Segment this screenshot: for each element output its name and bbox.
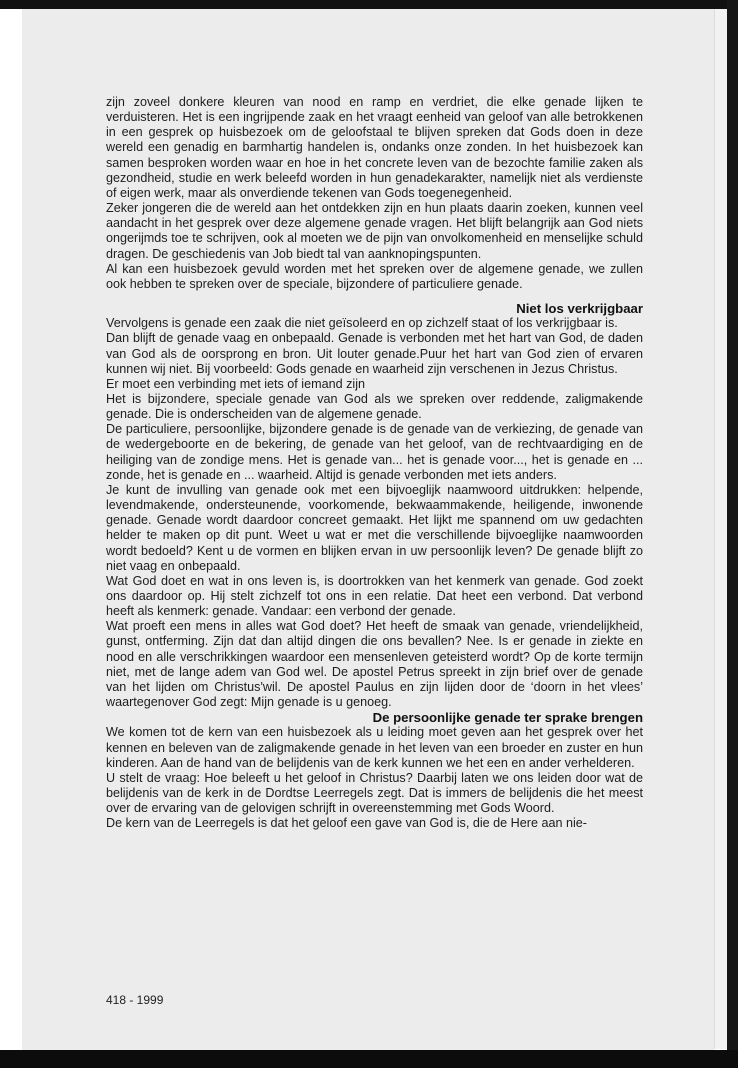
page-fold-edge: [714, 9, 728, 1049]
paragraph: zijn zoveel donkere kleuren van nood en ramp en verdriet, die elke genade lijken te verduisteren. Het is een ingrijpende zaak en het vraagt eenheid van geloof van alle betrokkenen in een gesprek op huisbezoek om de geloofstaal te blijven spreken dat Gods doen in deze wereld een genadig en barmhartig handelen is, ondanks onze zonden. In het huisbezoek kan samen besproken worden waar en hoe in het concrete leven van de bezochte familie zaken als gezondheid, studie en werk beleefd worden in hun genadekarakter, namelijk niet als verdienste of eigen werk, maar als onverdiende tekenen van Gods toegenegenheid.: [106, 95, 643, 200]
paragraph: Je kunt de invulling van genade ook met een bijvoeglijk naamwoord uitdrukken: helpende, levendmakende, ondersteunende, voorkomende, bekwaammakende, heiligende, inwonende genade. Genade wordt daardoor concreet gemaakt. Het lijkt me spannend om uw gedachten helder te maken op dit punt. Weet u wat er met die verschillende bijvoeglijke naamwoorden wordt bedoeld? Kent u de vormen en blijken ervan in uw persoonlijk leven? De genade blijft zo niet vaag en onbepaald.: [106, 482, 643, 573]
paragraph: Er moet een verbinding met iets of iemand zijn: [106, 376, 366, 391]
section-heading-persoonlijke-genade: De persoonlijke genade ter sprake brengen: [372, 710, 643, 726]
paragraph: We komen tot de kern van een huisbezoek als u leiding moet geven aan het gesprek over het kennen en beleven van de zaligmakende genade in het leven van een broeder en zuster en hun kinderen. Aan de hand van de belijdenis van de kerk kunnen we het een en ander verhelderen.: [106, 725, 643, 770]
scan-bottom-border: [0, 1050, 738, 1068]
paragraph: Dan blijft de genade vaag en onbepaald. Genade is verbonden met het hart van God, de daden van God als de oorsprong en bron. Uit louter genade.Puur het hart van God zien of ervaren kunnen wij niet. Bij voorbeeld: Gods genade en waarheid zijn verschenen in Jezus Christus.: [106, 331, 643, 376]
paragraph: U stelt de vraag: Hoe beleeft u het geloof in Christus? Daarbij laten we ons leiden door wat de belijdenis van de kerk in de Dordtse Leerregels zegt. Dat is immers de belijdenis die het meest over de ervaring van de gelovigen schrijft in overeenstemming met Gods Woord.: [106, 770, 643, 816]
paragraph: Wat God doet en wat in ons leven is, is doortrokken van het kenmerk van genade. God zoekt ons daardoor op. Hij stelt zichzelf tot ons in een relatie. Dat heet een verbond. Dat verbond heeft als kenmerk: genade. Vandaar: een verbond der genade.: [106, 573, 643, 619]
section-heading-niet-los-verkrijgbaar: Niet los verkrijgbaar: [516, 301, 643, 317]
paragraph: Het is bijzondere, speciale genade van God als we spreken over reddende, zaligmakende genade. Die is onderscheiden van de algemene genade.: [106, 391, 643, 422]
paragraph: Wat proeft een mens in alles wat God doet? Het heeft de smaak van genade, vriendelijkheid, gunst, ontferming. Zijn dat dan altijd dingen die ons bevallen? Nee. Is er genade in ziekte en nood en alle verschrikkingen waardoor een mensenleven geteisterd wordt? Op de korte termijn niet, met de lange adem van God wel. De apostel Petrus spreekt in zijn brief over de genade van het lijden om Christus'wil. De apostel Paulus en zijn lijden door de ‘doorn in het vlees’ waartegenover God zegt: Mijn genade is u genoeg.: [106, 619, 643, 710]
paragraph: Al kan een huisbezoek gevuld worden met het spreken over de algemene genade, we zullen ook hebben te spreken over de speciale, bijzondere of particuliere genade.: [106, 261, 643, 291]
paragraph: Zeker jongeren die de wereld aan het ontdekken zijn en hun plaats daarin zoeken, kunnen veel aandacht in het gesprek over deze algemene genade vragen. Het blijft belangrijk aan God niets ongerijmds toe te schrijven, ook al moeten we de pijn van onvolkomenheid en menselijke schuld dragen. De geschiedenis van Job biedt tal van aanknopingspunten.: [106, 201, 643, 261]
article-body: [106, 95, 643, 832]
page-number-footer: 418 - 1999: [106, 993, 164, 1007]
scan-top-border: [0, 0, 738, 9]
paragraph: De particuliere, persoonlijke, bijzondere genade is de genade van de verkiezing, de genade van de wedergeboorte en de bekering, de genade van het geloof, van de rechtvaardiging en de heiliging van de zondige mens. Het is genade van... het is genade voor..., het is genade en ... zonde, het is genade en ... waarheid. Altijd is genade verbonden met iets anders.: [106, 422, 643, 482]
paragraph: Vervolgens is genade een zaak die niet geïsoleerd en op zichzelf staat of los verkrijgbaar is.: [106, 316, 618, 331]
paragraph: De kern van de Leerregels is dat het geloof een gave van God is, die de Here aan nie-: [106, 816, 587, 831]
scan-right-border: [727, 0, 738, 1068]
